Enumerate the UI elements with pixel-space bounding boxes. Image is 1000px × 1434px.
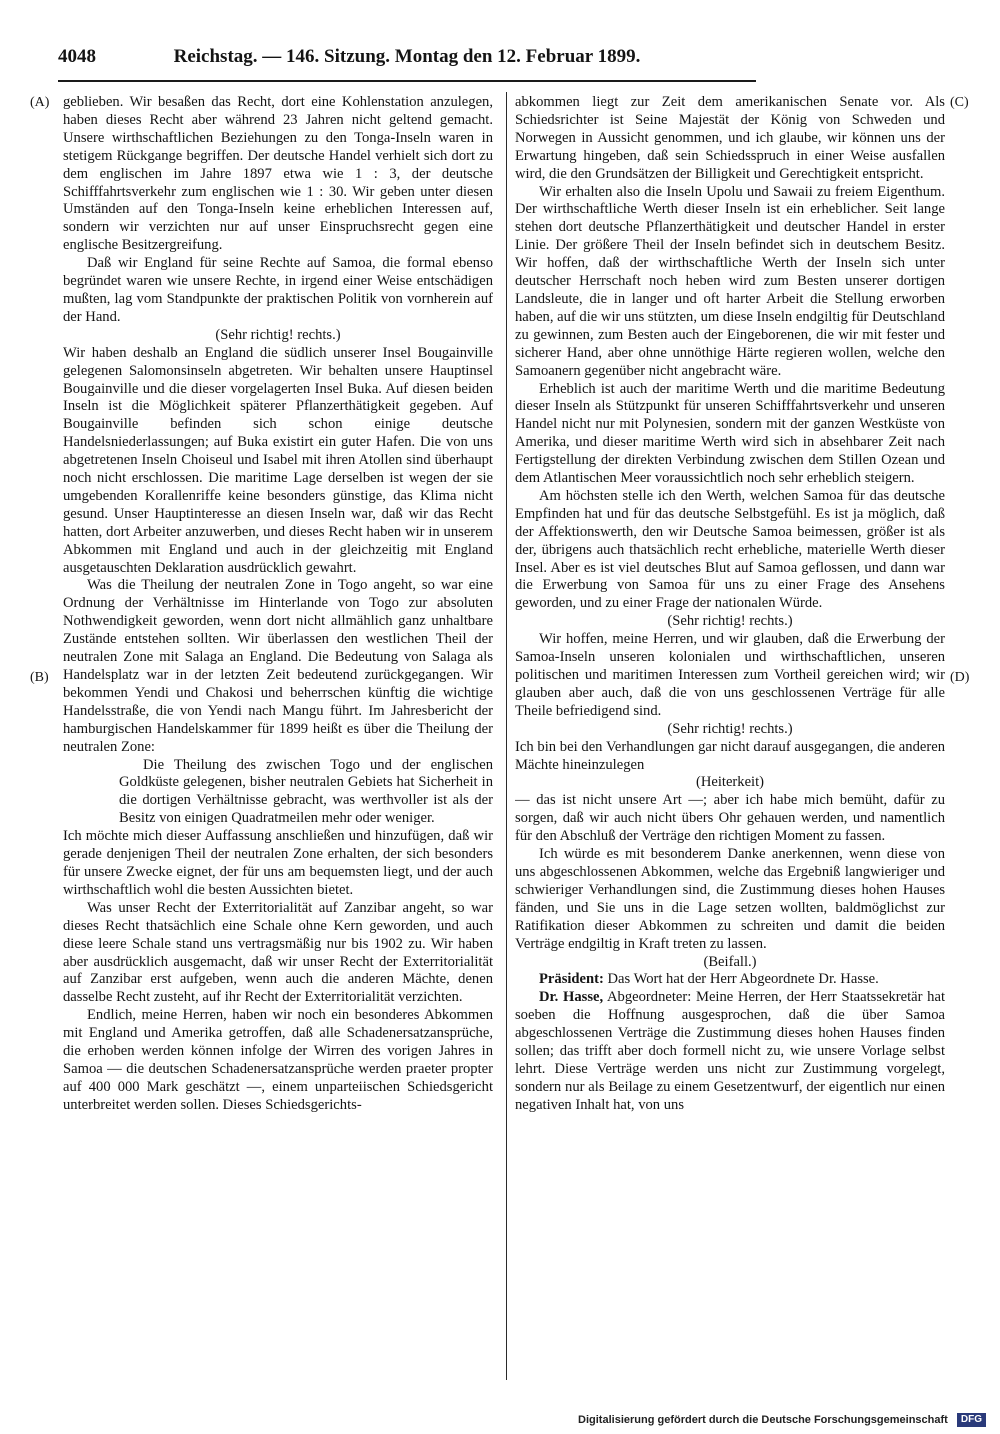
paragraph-text: Was die Theilung der neutralen Zone in Togo angeht, so war eine Ordnung der Verhältnisse im Hinterlande von Togo zur absoluten Nothwendigkeit geworden, wenn dort nicht allmählich ganz unhaltbare Zustände entstehen sollten. Wir überlassen den westlichen Theil der neutralen Zone mit Salaga an England. Die Bedeutung von Salaga als Handelsplatz war in der letzten Zeit bedeutend zurückgegangen. Wir bekommen Yendi und Chakosi und beherrschen künftig die wichtige Handelsstraße, die von Yendi nach Mangu führt. Im Jahresbericht der hamburgischen Handelskammer für 1899 heißt es über die Theilung der neutralen Zone: <box>63 577 493 755</box>
right-text-column <box>515 94 945 1382</box>
paragraph-text: abkommen liegt zur Zeit dem amerikanischen Senate vor. Als Schiedsrichter ist Seine Majestät der König von Schweden und Norwegen in Aussicht genommen, und ich glaube, wir können uns der Erwartung hingeben, daß sein Schiedsspruch in einer Weise ausfallen wird, die den Grundsätzen der Billigkeit und Gerechtigkeit entspricht. <box>515 94 945 182</box>
right-column-paragraph <box>515 792 945 846</box>
paragraph-text: (Sehr richtig! rechts.) <box>215 326 341 343</box>
margin-marker-c: (C) <box>950 95 969 110</box>
paragraph-text: Endlich, meine Herren, haben wir noch ein besonderes Abkommen mit England und Amerika getroffen, daß alle Schadenersatzansprüche, die erhoben werden können infolge der Wirren des vorigen Jahres in Samoa — die deutschen Schadenersatzansprüche werden praeter propter auf 400 000 Mark geschätzt —, einem unparteiischen Schiedsgericht unterbreitet werden sollen. Dieses Schiedsgerichts- <box>63 1007 493 1113</box>
left-column-paragraph <box>63 828 493 900</box>
left-column-paragraph <box>119 757 493 829</box>
paragraph-text: Daß wir England für seine Rechte auf Samoa, die formal ebenso begründet waren wie unsere Rechte, in irgend einer Weise entschädigen mußten, lag vom Standpunkte der praktischen Politik von vornherein auf der Hand. <box>63 255 493 325</box>
paragraph-text: (Sehr richtig! rechts.) <box>667 613 793 630</box>
right-column-paragraph <box>515 739 945 775</box>
right-column-paragraph <box>515 184 945 381</box>
left-column-paragraph <box>63 345 493 578</box>
paragraph-text: (Sehr richtig! rechts.) <box>667 720 793 737</box>
paragraph-text: Wir erhalten also die Inseln Upolu und Sawaii zu freiem Eigenthum. Der wirthschaftliche Werth dieser Inseln ist ein erheblicher. Seit lange stehen dort deutsche Pflanzerthätigkeit und deutscher Handel in erster Linie. Der größere Theil der Inseln befindet sich in deutschem Besitz. Wir hoffen, daß der wirthschaftliche Werth der Inseln sich unter deutscher Herrschaft noch heben wird zum Besten unserer dortigen Landsleute, die in langer und oft harter Arbeit die Stellung erworben haben, auf die wir uns stützten, um diese Inseln endgiltig für Deutschland zu gewinnen, zum Besten auch der Eingeborenen, die wir mit fester und sicherer Hand, aber ohne unnöthige Härte regieren wollen, welche den Samoanern gegenüber nicht angebracht wäre. <box>515 183 945 379</box>
right-column-paragraph <box>515 721 945 739</box>
left-column-paragraph <box>63 327 493 345</box>
left-column-paragraph <box>63 900 493 1007</box>
paragraph-text: Was unser Recht der Exterritorialität auf Zanzibar angeht, so war dieses Recht thatsächlich eine Schale ohne Kern geworden, und auch diese leere Schale stand uns vertragsmäßig nur bis 1902 zu. Wir haben aber ausdrücklich ausgemacht, daß wir unser Recht der Exterritorialität auf Zanzibar erst aufgeben, wenn auch die anderen Mächte, denen dasselbe Recht zusteht, auf ihr Recht der Exterritorialität verzichten. <box>63 899 493 1006</box>
left-text-column <box>63 94 493 1382</box>
paragraph-text: Ich bin bei den Verhandlungen gar nicht darauf ausgegangen, die anderen Mächte hineinzulegen <box>515 738 945 773</box>
left-column-paragraph <box>63 577 493 756</box>
paragraph-text: Ich würde es mit besonderem Danke anerkennen, wenn diese von uns abgeschlossenen Abkommen, welche das Ergebniß langwieriger und schwieriger Verhandlungen sind, die Zustimmung dieses hohen Hauses fänden, und Sie uns in die Lage setzen wollten, baldmöglichst zur Ratifikation dieser Abkommen zu schreiten und damit die beiden Verträge endgiltig in Kraft treten zu lassen. <box>515 846 945 952</box>
dfg-logo: DFG <box>957 1413 986 1427</box>
speaker-name: Dr. Hasse, <box>539 989 604 1006</box>
right-column-paragraph <box>515 381 945 488</box>
paragraph-text: (Heiterkeit) <box>695 774 765 791</box>
left-column-paragraph <box>63 94 493 255</box>
right-column-paragraph <box>515 971 945 989</box>
column-divider <box>506 92 507 1380</box>
paragraph-text: Wir haben deshalb an England die südlich unserer Insel Bougainville gelegenen Salomonsinseln abgetreten. Wir behalten unsere Hauptinsel Bougainville und die dieser vorgelagerten Insel Buka. Auf diesen beiden Inseln ist die Möglichkeit späterer Pflanzerthätigkeit gegeben. Auf Bougainville befinden sich schon einige deutsche Handelsniederlassungen; auf Buka existirt ein guter Hafen. Die von uns abgetretenen Inseln Choiseul und Isabel mit ihren Atollen sind überhaupt noch nicht erschlossen. Die maritime Lage derselben ist wegen der sie umgebenden Korallenriffe keine besonders günstige, das Klima nicht gesund. Unser Hauptinteresse an diesen Inseln war, daß wir das Recht hatten, dort Arbeiter anzuwerben, und dieses Recht haben wir in unserem Abkommen mit England und auch in der gleichzeitig mit England ausgetauschten Deklaration ausdrücklich gewahrt. <box>63 344 493 576</box>
right-column-paragraph <box>515 846 945 953</box>
page-number: 4048 <box>58 46 96 67</box>
left-column-paragraph <box>63 1007 493 1114</box>
paragraph-text: Die Theilung des zwischen Togo und der englischen Goldküste gelegenen, bisher neutralen Gebiets hat Sicherheit in die dortigen Verhältnisse gebracht, was werthvoller ist als der Besitz von einigen Quadratmeilen mehr oder weniger. <box>119 756 493 827</box>
right-column-paragraph <box>515 488 945 613</box>
page-header <box>58 46 756 72</box>
paragraph-text: Das Wort hat der Herr Abgeordnete Dr. Hasse. <box>603 971 879 988</box>
right-column-paragraph <box>515 631 945 721</box>
paragraph-text: Erheblich ist auch der maritime Werth und die maritime Bedeutung dieser Inseln als Stützpunkt für unseren Schifffahrtsverkehr und unseren Handel nicht nur mit Polynesien, sondern mit der ganzen Westküste von Amerika, und dieser maritime Werth wird sich in absehbarer Zeit nach Fertigstellung der direkten Verbindung zwischen dem Stillen Ozean und dem Atlantischen Meer voraussichtlich noch sehr erheblich steigern. <box>515 380 945 487</box>
left-column-paragraph <box>63 255 493 327</box>
paragraph-text: geblieben. Wir besaßen das Recht, dort eine Kohlenstation anzulegen, haben dieses Recht aber während 23 Jahren nicht geltend gemacht. Unsere wirthschaftlichen Beziehungen zu den Tonga-Inseln waren in stetigem Rückgange begriffen. Der deutsche Handel verhielt sich dort zu dem englischen im Jahre 1897 etwa wie 1 : 3, der deutsche Schifffahrtsverkehr zum englischen wie 1 : 30. Wir geben unter diesen Umständen auf den Tonga-Inseln keine erheblichen Interessen auf, sondern wir verzichten nur auf unser Einspruchsrecht gegen eine englische Besitzergreifung. <box>63 94 493 254</box>
paragraph-text: Ich möchte mich dieser Auffassung anschließen und hinzufügen, daß wir gerade denjenigen Theil der neutralen Zone erhalten, der sich besonders für unsere Zwecke eignet, der für uns am bequemsten liegt, und der auch wirthschaftlich wohl die besten Aussichten bietet. <box>63 828 493 898</box>
right-column-paragraph <box>515 989 945 1114</box>
footer-credit-text: Digitalisierung gefördert durch die Deutsche Forschungsgemeinschaft <box>578 1413 948 1426</box>
paragraph-text: Wir hoffen, meine Herren, und wir glauben, daß die Erwerbung der Samoa-Inseln unseren kolonialen und wirthschaftlichen, unseren politischen und maritimen Interessen zum Vortheil gereichen wird; wir glauben aber auch, daß die von uns geschlossenen Verträge für alle Theile befriedigend sind. <box>515 631 945 719</box>
right-column-paragraph <box>515 94 945 184</box>
speaker-name: Präsident: <box>539 971 604 988</box>
paragraph-text: (Beifall.) <box>703 953 757 970</box>
margin-marker-b: (B) <box>30 670 49 685</box>
running-title: Reichstag. — 146. Sitzung. Montag den 12. Februar 1899. <box>173 46 641 67</box>
right-column-paragraph <box>515 613 945 631</box>
paragraph-text: Am höchsten stelle ich den Werth, welchen Samoa für das deutsche Empfinden hat und für das deutsche Selbstgefühl. Es ist ja möglich, daß der Affektionswerth, den wir Deutsche Samoa beimessen, größer ist als der, übrigens auch thatsächlich recht erhebliche, materielle Werth dieser Insel. Aber es ist viel deutsches Blut auf Samoa geflossen, und dann war die Erwerbung von Samoa für uns zu einer Frage des Ansehens geworden, und zu einer Frage der nationalen Würde. <box>515 487 945 612</box>
paragraph-text: Abgeordneter: Meine Herren, der Herr Staatssekretär hat soeben die Hoffnung ausgesprochen, daß die über Samoa abgeschlossenen Verträge die Zustimmung dieses hohen Hauses finden sollen; das trifft aber doch formell nicht zu, wie unsere Vorlage selbst lehrt. Diese Verträge werden uns nicht zur Zustimmung vorgelegt, sondern nur als Beilage zu einem Gesetzentwurf, der eigentlich nur einen negativen Inhalt hat, von uns <box>515 989 945 1113</box>
digitization-footer <box>578 1413 986 1429</box>
margin-marker-d: (D) <box>950 670 970 685</box>
header-rule <box>58 80 756 82</box>
margin-marker-a: (A) <box>30 95 50 110</box>
paragraph-text: — das ist nicht unsere Art —; aber ich habe mich bemüht, dafür zu sorgen, daß wir auch nicht übers Ohr gehauen werden, und namentlich für den Abschluß der Verträge den richtigen Moment zu fassen. <box>515 792 945 845</box>
right-column-paragraph <box>515 774 945 792</box>
right-column-paragraph <box>515 954 945 972</box>
